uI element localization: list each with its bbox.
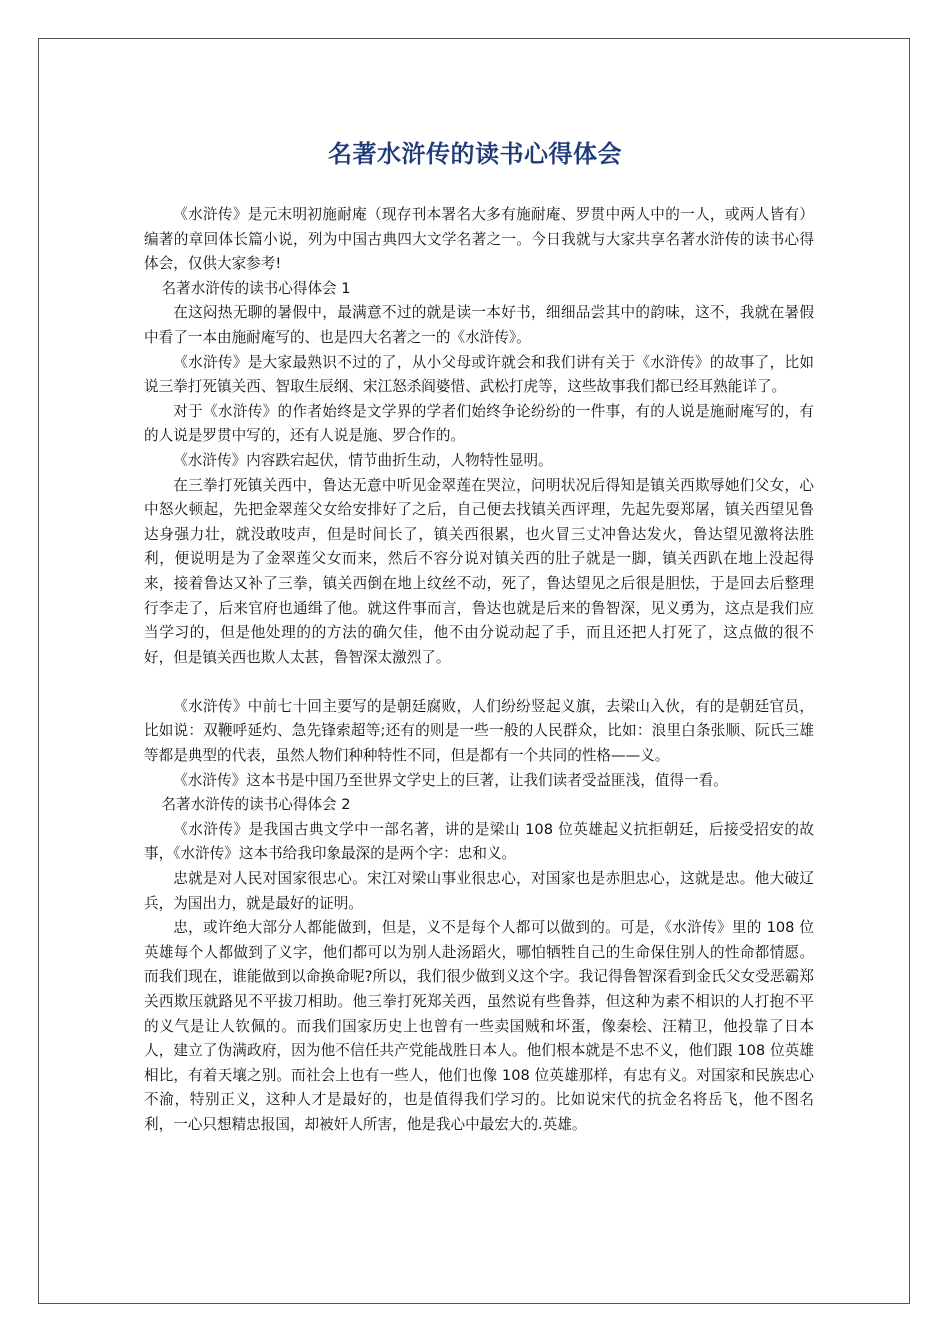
- body-paragraph: 《水浒传》是我国古典文学中一部名著，讲的是梁山 108 位英雄起义抗拒朝廷，后接受招安的故事，《水浒传》这本书给我印象最深的是两个字：忠和义。: [144, 820, 814, 863]
- body-paragraph: 忠，或许绝大部分人都能做到，但是，义不是每个人都可以做到的。可是，《水浒传》里的 108 位英雄每个人都做到了义字，他们都可以为别人赴汤蹈火，哪怕牺牲自己的生命保住别人的性命都情愿。而我们现在，谁能做到以命换命呢?所以，我们很少做到义这个字。我记得鲁智深看到金氏父女受恶霸郑关西欺压就路见不平拔刀相助。他三拳打死郑关西，虽然说有些鲁莽，但这种为素不相识的人打抱不平的义气是让人钦佩的。而我们国家历史上也曾有一些卖国贼和坏蛋，像秦桧、汪精卫，他投靠了日本人，建立了伪满政府，因为他不信任共产党能战胜日本人。他们根本就是不忠不义，他们跟 108 位英雄相比，有着天壤之别。而社会上也有一些人，他们也像 108 位英雄那样，有忠有义。对国家和民族忠心不渝，特别正义，这种人才是最好的，也是值得我们学习的。比如说宋代的抗金名将岳飞，他不图名利，一心只想精忠报国，却被奸人所害，他是我心中最宏大的.英雄。: [144, 919, 814, 1133]
- section-heading-1: 名著水浒传的读书心得体会 1: [161, 279, 351, 297]
- body-paragraph: 在这闷热无聊的暑假中，最满意不过的就是读一本好书，细细品尝其中的韵味，这不，我就在暑假中看了一本由施耐庵写的、也是四大名著之一的《水浒传》。: [144, 304, 814, 346]
- body-paragraph: 《水浒传》这本书是中国乃至世界文学史上的巨著，让我们读者受益匪浅，值得一看。: [173, 771, 728, 789]
- body-paragraph: 忠就是对人民对国家很忠心。宋江对梁山事业很忠心，对国家也是赤胆忠心，这就是忠。他大破辽兵，为国出力，就是最好的证明。: [144, 870, 814, 912]
- document-body: [144, 203, 814, 1138]
- body-paragraph: 在三拳打死镇关西中，鲁达无意中听见金翠莲在哭泣，问明状况后得知是镇关西欺辱她们父女，心中怒火顿起，先把金翠莲父女给安排好了之后，自己便去找镇关西评理，先起先耍郑屠，镇关西望见鲁达身强力壮，就没敢吱声，但是时间长了，镇关西很累，也火冒三丈冲鲁达发火，鲁达望见激将法胜利，便说明是为了金翠莲父女而来，然后不容分说对镇关西的肚子就是一脚，镇关西趴在地上没起得来，接着鲁达又补了三拳，镇关西倒在地上纹丝不动，死了，鲁达望见之后很是胆怯，于是回去后整理行李走了，后来官府也通缉了他。就这件事而言，鲁达也就是后来的鲁智深，见义勇为，这点是我们应当学习的，但是他处理的的方法的确欠佳，他不由分说动起了手，而且还把人打死了，这点做的很不好，但是镇关西也欺人太甚，鲁智深太激烈了。: [144, 476, 814, 666]
- body-paragraph: 对于《水浒传》的作者始终是文学界的学者们始终争论纷纷的一件事，有的人说是施耐庵写的，有的人说是罗贯中写的，还有人说是施、罗合作的。: [144, 402, 814, 445]
- body-paragraph: 《水浒传》内容跌宕起伏，情节曲折生动，人物特性显明。: [173, 451, 553, 469]
- section-heading-2: 名著水浒传的读书心得体会 2: [161, 796, 351, 814]
- body-paragraph: 《水浒传》是大家最熟识不过的了，从小父母或许就会和我们讲有关于《水浒传》的故事了，比如说三拳打死镇关西、智取生辰纲、宋江怒杀阎婆惜、武松打虎等，这些故事我们都已经耳熟能详了。: [144, 353, 814, 396]
- intro-paragraph: 《水浒传》是元末明初施耐庵（现存刊本署名大多有施耐庵、罗贯中两人中的一人，或两人皆有）编著的章回体长篇小说，列为中国古典四大文学名著之一。今日我就与大家共享名著水浒传的读书心得体会，仅供大家参考!: [144, 206, 814, 273]
- body-paragraph: 《水浒传》中前七十回主要写的是朝廷腐败，人们纷纷竖起义旗，去梁山入伙，有的是朝廷官员，比如说：双鞭呼延灼、急先锋索超等;还有的则是一些一般的人民群众，比如：浪里白条张顺、阮氏三雄等都是典型的代表，虽然人物们种种特性不同，但是都有一个共同的性格——义。: [144, 697, 814, 765]
- blank-line: [144, 670, 814, 695]
- document-title: 名著水浒传的读书心得体会: [328, 140, 622, 168]
